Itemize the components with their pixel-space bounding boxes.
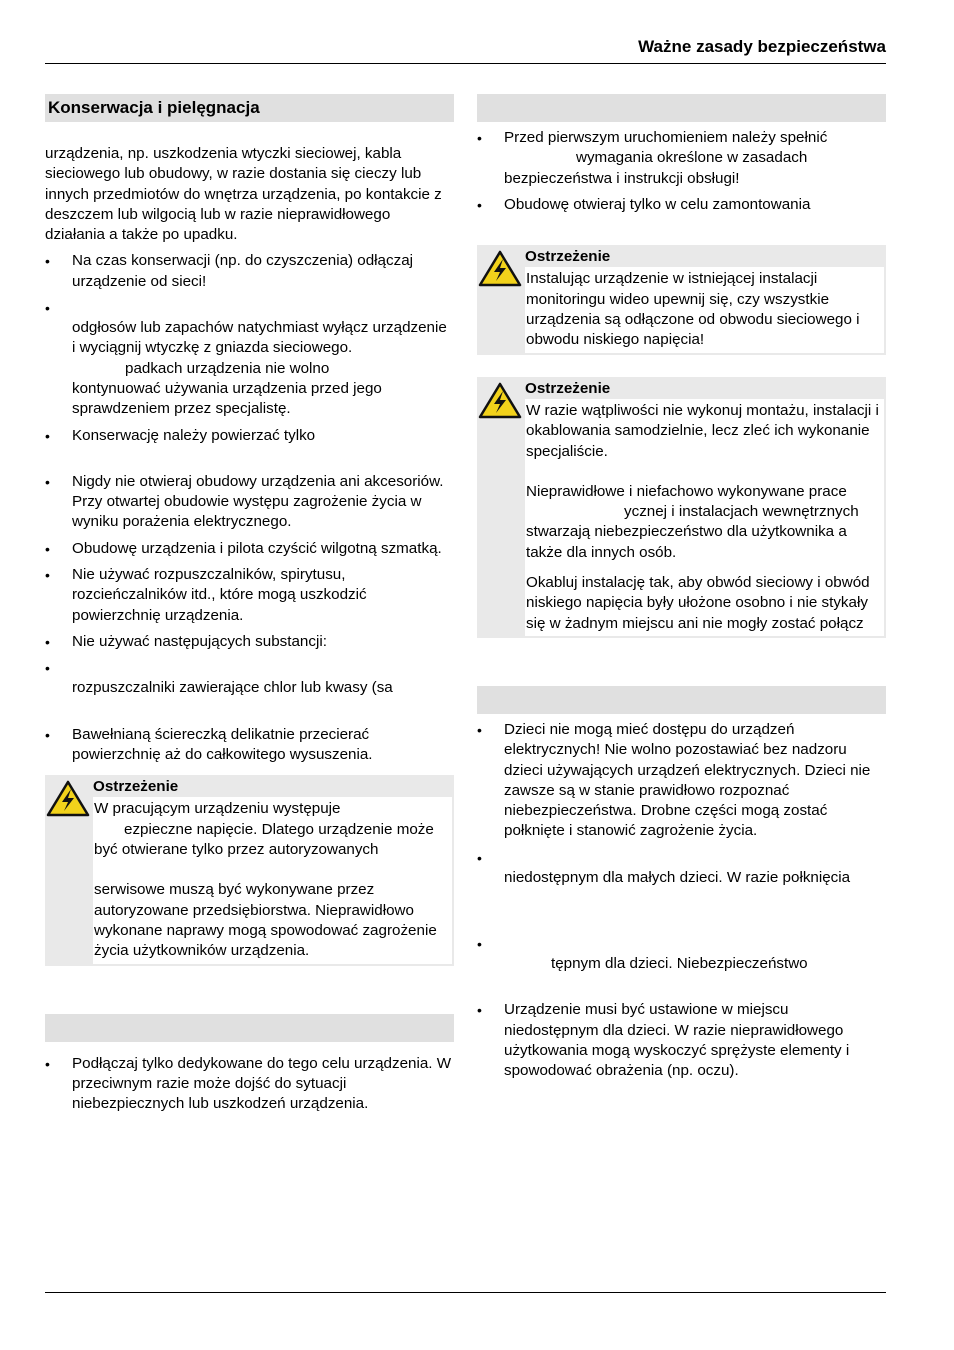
list-item-text: bezpieczeństwa i instrukcji obsługi!	[504, 169, 740, 187]
right-column	[477, 94, 886, 1082]
list-item-text: rozpuszczalniki zawierające chlor lub kwasy (sa	[72, 679, 393, 697]
high-voltage-warning-icon	[46, 780, 90, 818]
list-item: • Konserwację należy powierzać tylko	[45, 426, 454, 446]
warning-text	[93, 797, 452, 963]
list-item-text: padkach urządzenia nie wolno	[125, 359, 330, 377]
warning-text	[525, 399, 884, 636]
warning-text-line: Okabluj instalację tak, aby obwód sieciowy i obwód niskiego napięcia były ułożone osobno i nie stykały się w żadnym miejscu ani nie mogły zostać połącz	[526, 574, 870, 632]
list-item-text: odgłosów lub zapachów natychmiast wyłącz urządzenie i wyciągnij wtyczkę z gniazda sieciowego.	[72, 319, 447, 357]
section-heading-children	[477, 686, 886, 714]
list-item: • Nie używać rozpuszczalników, spirytusu, rozcieńczalników itd., które mogą uszkodzić powierzchnię urządzenia.	[45, 565, 454, 626]
warning-text-line: W razie wątpliwości nie wykonuj montażu, instalacji i okablowania samodzielnie, lecz zleć ich wykonanie specjaliście.	[526, 401, 879, 460]
page-title: Ważne zasady bezpieczeństwa	[638, 37, 886, 56]
warning-box	[45, 775, 454, 965]
list-item-text: kontynuować używania urządzenia przed jego sprawdzeniem przez specjalistę.	[72, 379, 382, 418]
list-item-text: wymagania określone w zasadach	[576, 149, 808, 167]
list-item-text: tępnym dla dzieci. Niebezpieczeństwo	[551, 955, 808, 973]
list-item: • Nie używać następujących substancji:	[45, 632, 454, 652]
warning-text-line: ycznej i instalacjach wewnętrznych	[624, 503, 859, 521]
list-item	[45, 658, 454, 698]
warning-box	[477, 377, 886, 638]
list-item-text: Przed pierwszym uruchomieniem należy spełnić	[504, 129, 828, 146]
warning-text-line: ezpieczne napięcie. Dlatego urządzenie może być otwierane tylko przez autoryzowanych	[94, 820, 434, 859]
warning-title: Ostrzeżenie	[525, 379, 611, 397]
list-item: • Urządzenie musi być ustawione w miejscu niedostępnym dla dzieci. W razie nieprawidłowego użytkowania mogą wyskoczyć sprężyste elementy i spowodować obrażenia (np. oczu).	[477, 1000, 886, 1081]
footer-rule	[45, 1292, 886, 1293]
list-item: • Bawełnianą ściereczką delikatnie przecierać powierzchnię aż do całkowitego wysuszenia.	[45, 725, 454, 766]
warning-text-line: Nieprawidłowe i niefachowo wykonywane prace	[526, 482, 847, 500]
list-item	[477, 934, 886, 974]
maintenance-intro: urządzenia, np. uszkodzenia wtyczki sieciowej, kabla sieciowego lub obudowy, w razie dostania się cieczy lub innych przedmiotów do wnętrza urządzenia, po kontakcie z deszczem lub wilgocią lub w razie nieprawidłowego działania a także po upadku.	[45, 145, 442, 244]
list-item: • Obudowę urządzenia i pilota czyścić wilgotną szmatką.	[45, 539, 454, 559]
list-item	[477, 848, 886, 888]
warning-text-line: W pracującym urządzeniu występuje	[94, 800, 341, 818]
warning-text: Instalując urządzenie w istniejącej instalacji monitoringu wideo upewnij się, czy wszystkie urządzenia są odłączone od obwodu sieciowego i obwodu niskiego napięcia!	[525, 267, 884, 352]
warning-title: Ostrzeżenie	[93, 778, 179, 796]
high-voltage-warning-icon	[478, 382, 522, 420]
list-item	[45, 298, 454, 419]
warning-text-line: serwisowe muszą być wykonywane przez autoryzowane przedsiębiorstwa. Nieprawidłowo wykonane naprawy mogą spowodować zagrożenie życia użytkowników urządzenia.	[94, 881, 437, 960]
warning-box	[477, 245, 886, 354]
list-item-text: niedostępnym dla małych dzieci. W razie połknięcia	[504, 868, 851, 886]
left-column	[45, 94, 454, 1114]
list-item: • Podłączaj tylko dedykowane do tego celu urządzenia. W przeciwnym razie może dojść do sytuacji niebezpiecznych lub uszkodzeń urządzenia.	[45, 1054, 454, 1115]
section-heading-installation	[477, 94, 886, 122]
warning-text-line: stwarzają niebezpieczeństwo dla użytkownika a także dla innych osób.	[526, 523, 847, 561]
header-rule	[45, 63, 886, 64]
list-item	[477, 128, 886, 189]
section-heading-maintenance: Konserwacja i pielęgnacja	[45, 94, 454, 122]
section-heading-connection	[45, 1014, 454, 1042]
list-item: • Na czas konserwacji (np. do czyszczenia) odłączaj urządzenie od sieci!	[45, 251, 454, 292]
warning-title: Ostrzeżenie	[525, 248, 611, 266]
list-item: • Dzieci nie mogą mieć dostępu do urządzeń elektrycznych! Nie wolno pozostawiać bez nadzoru dzieci używających urządzeń elektrycznych. Dzieci nie zawsze są w stanie prawidłowo rozpoznać niebezpieczeństwa. Drobne części mogą zostać połknięte i stanowić zagrożenie życia.	[477, 720, 886, 842]
list-item: • Nigdy nie otwieraj obudowy urządzenia ani akcesoriów. Przy otwartej obudowie występu zagrożenie życia w wyniku porażenia elektrycznego.	[45, 472, 454, 533]
high-voltage-warning-icon	[478, 250, 522, 288]
list-item: • Obudowę otwieraj tylko w celu zamontowania	[477, 195, 886, 215]
